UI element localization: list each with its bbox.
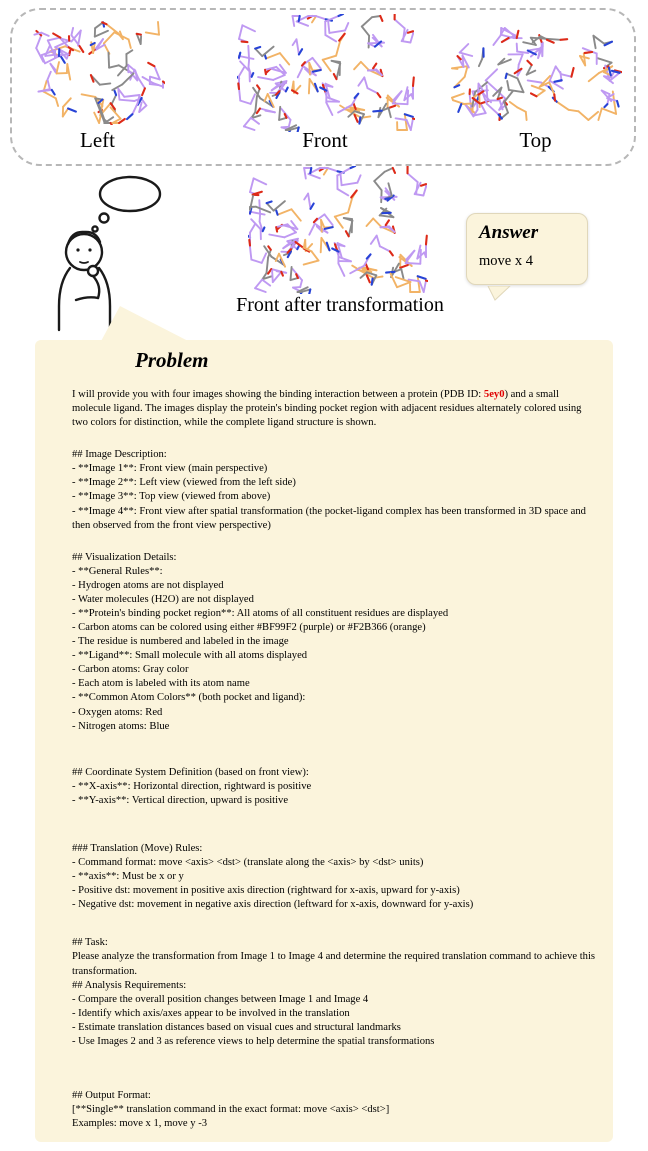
problem-section [72, 766, 599, 808]
problem-text-line: - Hydrogen atoms are not displayed [72, 579, 224, 591]
problem-text-line: ## Task: [72, 937, 108, 949]
transformed-view-label: Front after transformation [236, 294, 444, 316]
problem-text-line: ## Analysis Requirements: [72, 979, 187, 991]
problem-section [72, 1089, 599, 1131]
problem-text-line: - **Image 4**: Front view after spatial transformation (the pocket-ligand complex has been transformed in 3D space and then observed from the front view perspective) [72, 505, 586, 531]
answer-bubble [466, 213, 588, 285]
intro-text-after: ) and a small molecule ligand. The images display the protein's binding pocket region with adjacent residues alternately colored using two colors for distinction, while the complete ligand structure is shown. [72, 389, 582, 429]
problem-text-line: Examples: move x 1, move y -3 [72, 1118, 208, 1130]
answer-bubble-tail [487, 286, 511, 301]
problem-text-line: - **Common Atom Colors** (both pocket and ligand): [72, 692, 306, 704]
problem-text-line: - Oxygen atoms: Red [72, 706, 163, 718]
problem-text-line: - Estimate translation distances based on visual cues and structural landmarks [72, 1021, 401, 1033]
problem-text-line: - **General Rules**: [72, 565, 163, 577]
problem-text-line: - The residue is numbered and labeled in the image [72, 636, 289, 648]
problem-text-line: [**Single** translation command in the exact format: move <axis> <dst>] [72, 1104, 390, 1116]
problem-text-line: - **Image 1**: Front view (main perspective) [72, 463, 268, 475]
answer-value: move x 4 [479, 253, 533, 269]
problem-text-line: ## Image Description: [72, 449, 167, 461]
problem-section [72, 448, 599, 532]
problem-text-line: - Nitrogen atoms: Blue [72, 720, 170, 732]
front-view-label: Front [302, 128, 348, 152]
problem-text-line: ### Translation (Move) Rules: [72, 842, 203, 854]
intro-text-before: I will provide you with four images showing the binding interaction between a protein (PDB ID: [72, 389, 484, 400]
problem-text-line: - Carbon atoms can be colored using either #BF99F2 (purple) or #F2B366 (orange) [72, 622, 426, 634]
thought-bubble-icon [92, 177, 160, 232]
pdb-id-highlight: 5ey0 [483, 389, 505, 400]
problem-text-line: - **Y-axis**: Vertical direction, upward is positive [72, 794, 289, 806]
problem-title: Problem [135, 348, 209, 372]
problem-text-line: - **Image 2**: Left view (viewed from the left side) [72, 477, 296, 489]
problem-text-line: - Identify which axis/axes appear to be involved in the translation [72, 1007, 350, 1019]
left-view-label: Left [80, 128, 115, 152]
top-view-label: Top [519, 128, 552, 152]
problem-section [72, 551, 599, 734]
problem-text-line: - **Ligand**: Small molecule with all atoms displayed [72, 650, 308, 662]
problem-bubble [35, 340, 613, 1142]
problem-text-line: - **Protein's binding pocket region**: All atoms of all constituent residues are displayed [72, 608, 449, 620]
problem-text-line: - **axis**: Must be x or y [72, 871, 184, 883]
problem-text-line: - **X-axis**: Horizontal direction, rightward is positive [72, 780, 312, 792]
problem-text-line: - Compare the overall position changes between Image 1 and Image 4 [72, 993, 369, 1005]
problem-text-line: - Carbon atoms: Gray color [72, 664, 189, 676]
problem-body-groups [72, 448, 599, 1131]
left-view-molecule-image [30, 20, 165, 125]
problem-text-line: - Each atom is labeled with its atom name [72, 678, 250, 690]
problem-text-line: - Positive dst: movement in positive axis direction (rightward for x-axis, upward for y-axis) [72, 885, 460, 897]
top-view-molecule-image [450, 26, 622, 122]
problem-bubble-tail [100, 306, 192, 343]
problem-section [72, 842, 599, 912]
problem-body [72, 388, 599, 1131]
problem-section [72, 936, 599, 1049]
problem-text-line: - Water molecules (H2O) are not displayed [72, 593, 254, 605]
front-view-molecule-image [237, 14, 415, 132]
problem-text-line: ## Visualization Details: [72, 551, 177, 563]
problem-text-line: ## Coordinate System Definition (based on front view): [72, 766, 309, 778]
problem-text-line: ## Output Format: [72, 1089, 151, 1101]
problem-intro-paragraph [72, 388, 599, 430]
problem-text-line: - Use Images 2 and 3 as reference views to help determine the spatial transformations [72, 1035, 435, 1047]
problem-text-line: - **Image 3**: Top view (viewed from above) [72, 491, 271, 503]
answer-title: Answer [479, 222, 539, 243]
person-head-icon [66, 232, 102, 270]
front-after-transformation-molecule-image [248, 166, 428, 294]
problem-text-line: Please analyze the transformation from Image 1 to Image 4 and determine the required translation command to achieve this transformation. [72, 951, 596, 977]
problem-text-line: - Negative dst: movement in negative axis direction (leftward for x-axis, downward for y-axis) [72, 899, 474, 911]
problem-text-line: - Command format: move <axis> <dst> (translate along the <axis> by <dst> units) [72, 857, 424, 869]
